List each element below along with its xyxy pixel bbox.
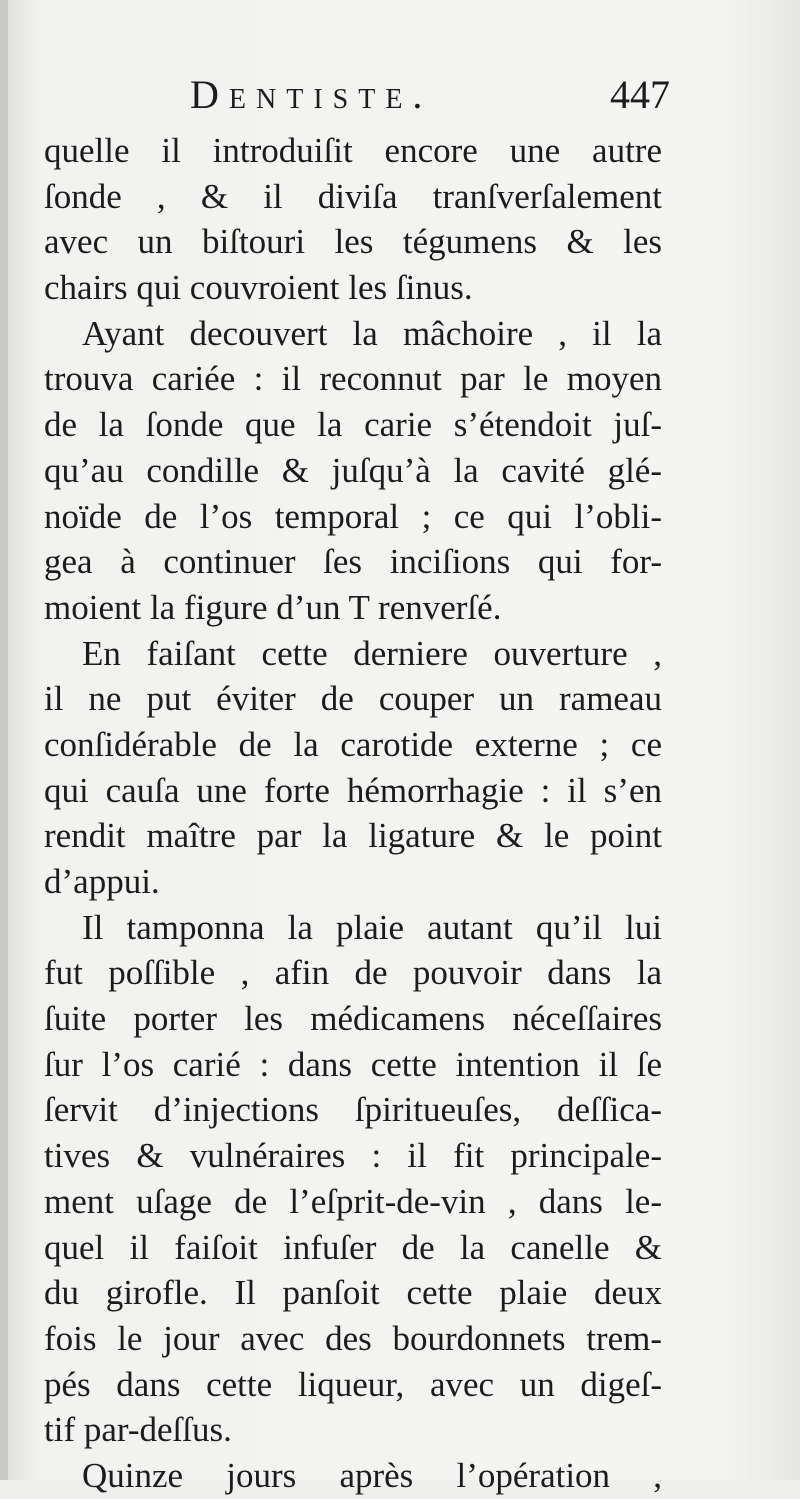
text-line: de la ſonde que la carie s’étendoit juſ- bbox=[44, 405, 662, 445]
text-line: Il tamponna la plaie autant qu’il lui bbox=[82, 907, 662, 947]
text-line: tives & vulnéraires : il fit principale- bbox=[44, 1136, 662, 1176]
page-header bbox=[40, 70, 670, 130]
text-line: avec un biſtouri les tégumens & les bbox=[44, 222, 662, 262]
text-line: trouva cariée : il reconnut par le moyen bbox=[44, 359, 662, 399]
text-line: ſervit d’injections ſpiritueuſes, deſſica- bbox=[44, 1090, 662, 1130]
text-line: pés dans cette liqueur, avec un digeſ- bbox=[44, 1364, 662, 1404]
text-line: ſonde , & il diviſa tranſverſalement bbox=[44, 176, 662, 216]
text-line: fois le jour avec des bourdonnets trem- bbox=[44, 1318, 662, 1358]
text-line: du girofle. Il panſoit cette plaie deux bbox=[44, 1273, 662, 1313]
running-title: Dentiste. bbox=[190, 72, 433, 117]
text-line: noïde de l’os temporal ; ce qui l’obli- bbox=[44, 496, 662, 536]
text-line: En faiſant cette derniere ouverture , bbox=[82, 633, 662, 673]
text-line: il ne put éviter de couper un rameau bbox=[44, 679, 662, 719]
text-line: ment uſage de l’eſprit-de-vin , dans le- bbox=[44, 1181, 662, 1221]
binding-gutter bbox=[0, 0, 8, 1480]
body-text bbox=[44, 128, 662, 1499]
text-line: d’appui. bbox=[44, 862, 160, 901]
text-line: tif par-deſſus. bbox=[44, 1410, 232, 1450]
text-line: quelle il introduiſit encore une autre bbox=[44, 131, 662, 170]
text-line: qui cauſa une forte hémorrhagie : il s’en bbox=[44, 770, 662, 810]
text-line: Quinze jours après l’opération , bbox=[82, 1455, 662, 1495]
text-line: chairs qui couvroient les ſinus. bbox=[44, 268, 473, 308]
text-line: conſidérable de la carotide externe ; ce bbox=[44, 724, 662, 764]
text-line: rendit maître par la ligature & le point bbox=[44, 816, 662, 856]
text-line: moient la figure d’un T renverſé. bbox=[44, 587, 502, 627]
text-line: ſuite porter les médicamens néceſſaires bbox=[44, 999, 662, 1039]
text-line: fut poſſible , afin de pouvoir dans la bbox=[44, 953, 662, 993]
text-line: Ayant decouvert la mâchoire , il la bbox=[82, 313, 662, 353]
text-line: gea à continuer ſes inciſions qui for- bbox=[44, 542, 662, 582]
page-number: 447 bbox=[610, 72, 670, 117]
text-line: ſur l’os carié : dans cette intention il ſe bbox=[44, 1044, 662, 1084]
text-line: qu’au condille & juſqu’à la cavité glé- bbox=[44, 450, 662, 490]
text-line: quel il faiſoit infuſer de la canelle & bbox=[44, 1227, 662, 1267]
